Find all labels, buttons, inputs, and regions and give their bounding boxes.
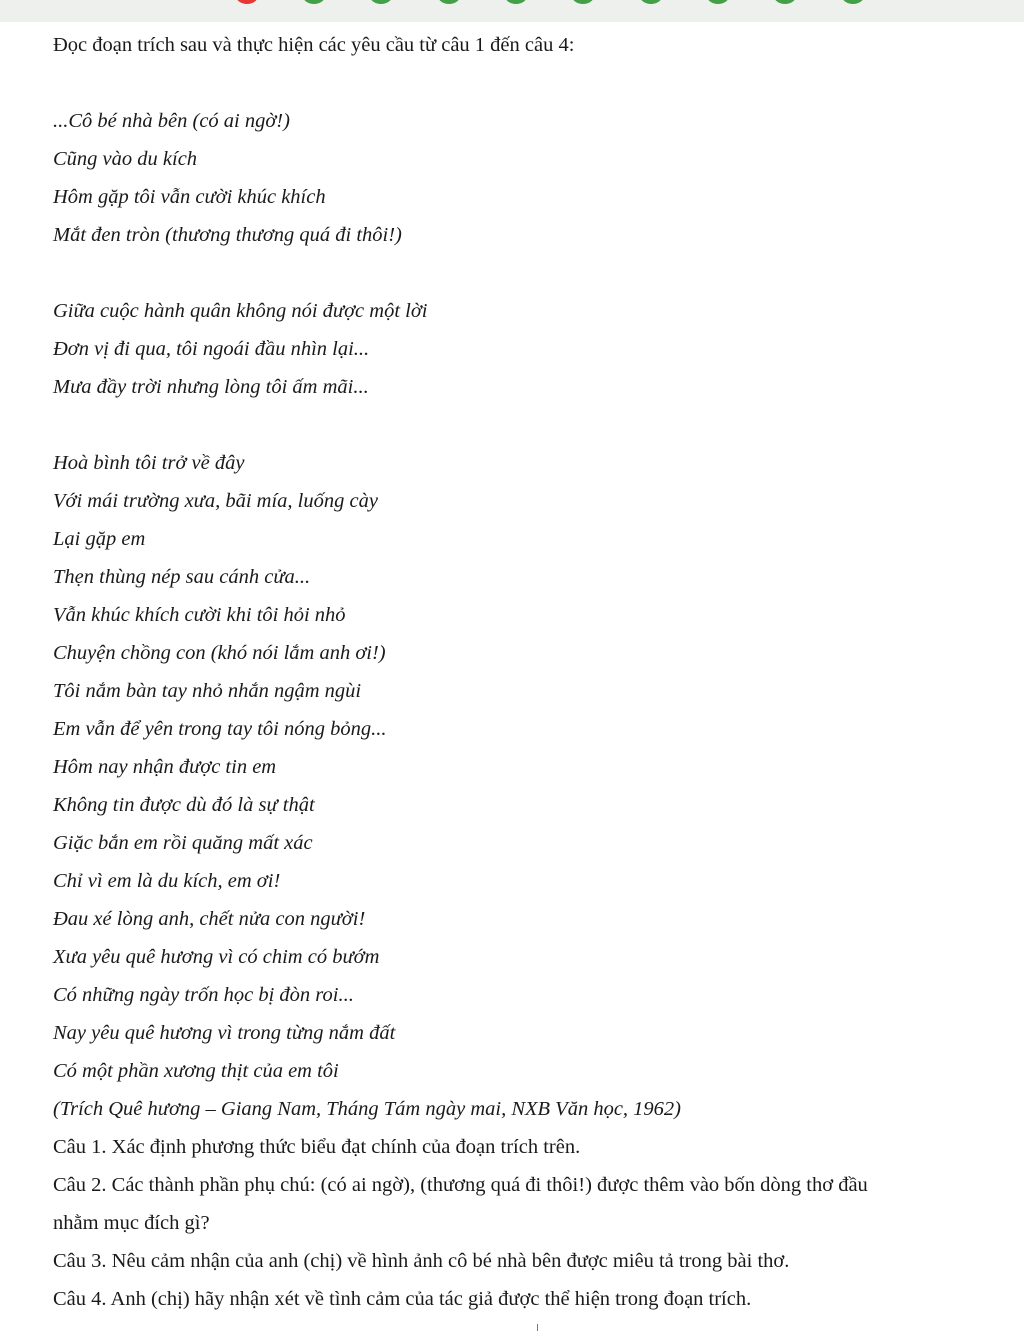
question-2: Câu 2. Các thành phần phụ chú: (có ai ngờ), (thương quá đi thôi!) được thêm vào bốn dòng thơ đầu (53, 1174, 868, 1196)
source-citation: (Trích Quê hương – Giang Nam, Tháng Tám ngày mai, NXB Văn học, 1962) (53, 1098, 681, 1120)
poem-line: Với mái trường xưa, bãi mía, luống cày (53, 490, 378, 512)
poem-line: ...Cô bé nhà bên (có ai ngờ!) (53, 110, 290, 132)
progress-dot[interactable] (505, 0, 527, 4)
poem-line: Đơn vị đi qua, tôi ngoái đầu nhìn lại... (53, 338, 370, 360)
progress-dot[interactable] (370, 0, 392, 4)
poem-line: Tôi nắm bàn tay nhỏ nhắn ngậm ngùi (53, 680, 362, 702)
stanza-break (53, 410, 993, 448)
poem-excerpt (53, 106, 993, 1132)
poem-line: Hoà bình tôi trở về đây (53, 452, 245, 474)
poem-line: Giữa cuộc hành quân không nói được một lời (53, 300, 428, 322)
poem-line: Cũng vào du kích (53, 148, 198, 170)
progress-dot[interactable] (707, 0, 729, 4)
poem-line: Mắt đen tròn (thương thương quá đi thôi!) (53, 224, 402, 246)
poem-line: Có những ngày trốn học bị đòn roi... (53, 984, 354, 1006)
page-number-mark (537, 1324, 538, 1331)
question-4: Câu 4. Anh (chị) hãy nhận xét về tình cảm của tác giả được thể hiện trong đoạn trích. (53, 1288, 752, 1310)
question-1: Câu 1. Xác định phương thức biểu đạt chính của đoạn trích trên. (53, 1136, 581, 1158)
document-page (53, 30, 993, 1322)
poem-line: Có một phần xương thịt của em tôi (53, 1060, 339, 1082)
progress-dot[interactable] (774, 0, 796, 4)
progress-dot[interactable] (640, 0, 662, 4)
question-3: Câu 3. Nêu cảm nhận của anh (chị) về hình ảnh cô bé nhà bên được miêu tả trong bài thơ. (53, 1250, 790, 1272)
poem-line: Thẹn thùng nép sau cánh cửa... (53, 566, 311, 588)
progress-dot[interactable] (303, 0, 325, 4)
instruction-text: Đọc đoạn trích sau và thực hiện các yêu cầu từ câu 1 đến câu 4: (53, 34, 575, 56)
poem-line: Vẫn khúc khích cười khi tôi hỏi nhỏ (53, 604, 346, 626)
poem-line: Hôm gặp tôi vẫn cười khúc khích (53, 186, 326, 208)
progress-dot[interactable] (236, 0, 258, 4)
progress-bar (0, 0, 1024, 22)
poem-line: Em vẫn để yên trong tay tôi nóng bỏng... (53, 718, 387, 740)
poem-line: Mưa đầy trời nhưng lòng tôi ấm mãi... (53, 376, 369, 398)
poem-line: Chỉ vì em là du kích, em ơi! (53, 870, 281, 892)
poem-line: Không tin được dù đó là sự thật (53, 794, 315, 816)
poem-line: Lại gặp em (53, 528, 146, 550)
poem-line: Nay yêu quê hương vì trong từng nắm đất (53, 1022, 396, 1044)
progress-dot[interactable] (572, 0, 594, 4)
poem-line: Hôm nay nhận được tin em (53, 756, 277, 778)
poem-line: Xưa yêu quê hương vì có chim có bướm (53, 946, 380, 968)
poem-line: Giặc bắn em rồi quăng mất xác (53, 832, 313, 854)
poem-line: Chuyện chồng con (khó nói lắm anh ơi!) (53, 642, 386, 664)
question-2-continued: nhằm mục đích gì? (53, 1212, 210, 1234)
progress-dot[interactable] (438, 0, 460, 4)
progress-dot[interactable] (842, 0, 864, 4)
spacer (53, 68, 993, 106)
poem-line: Đau xé lòng anh, chết nửa con người! (53, 908, 366, 930)
stanza-break (53, 258, 993, 296)
